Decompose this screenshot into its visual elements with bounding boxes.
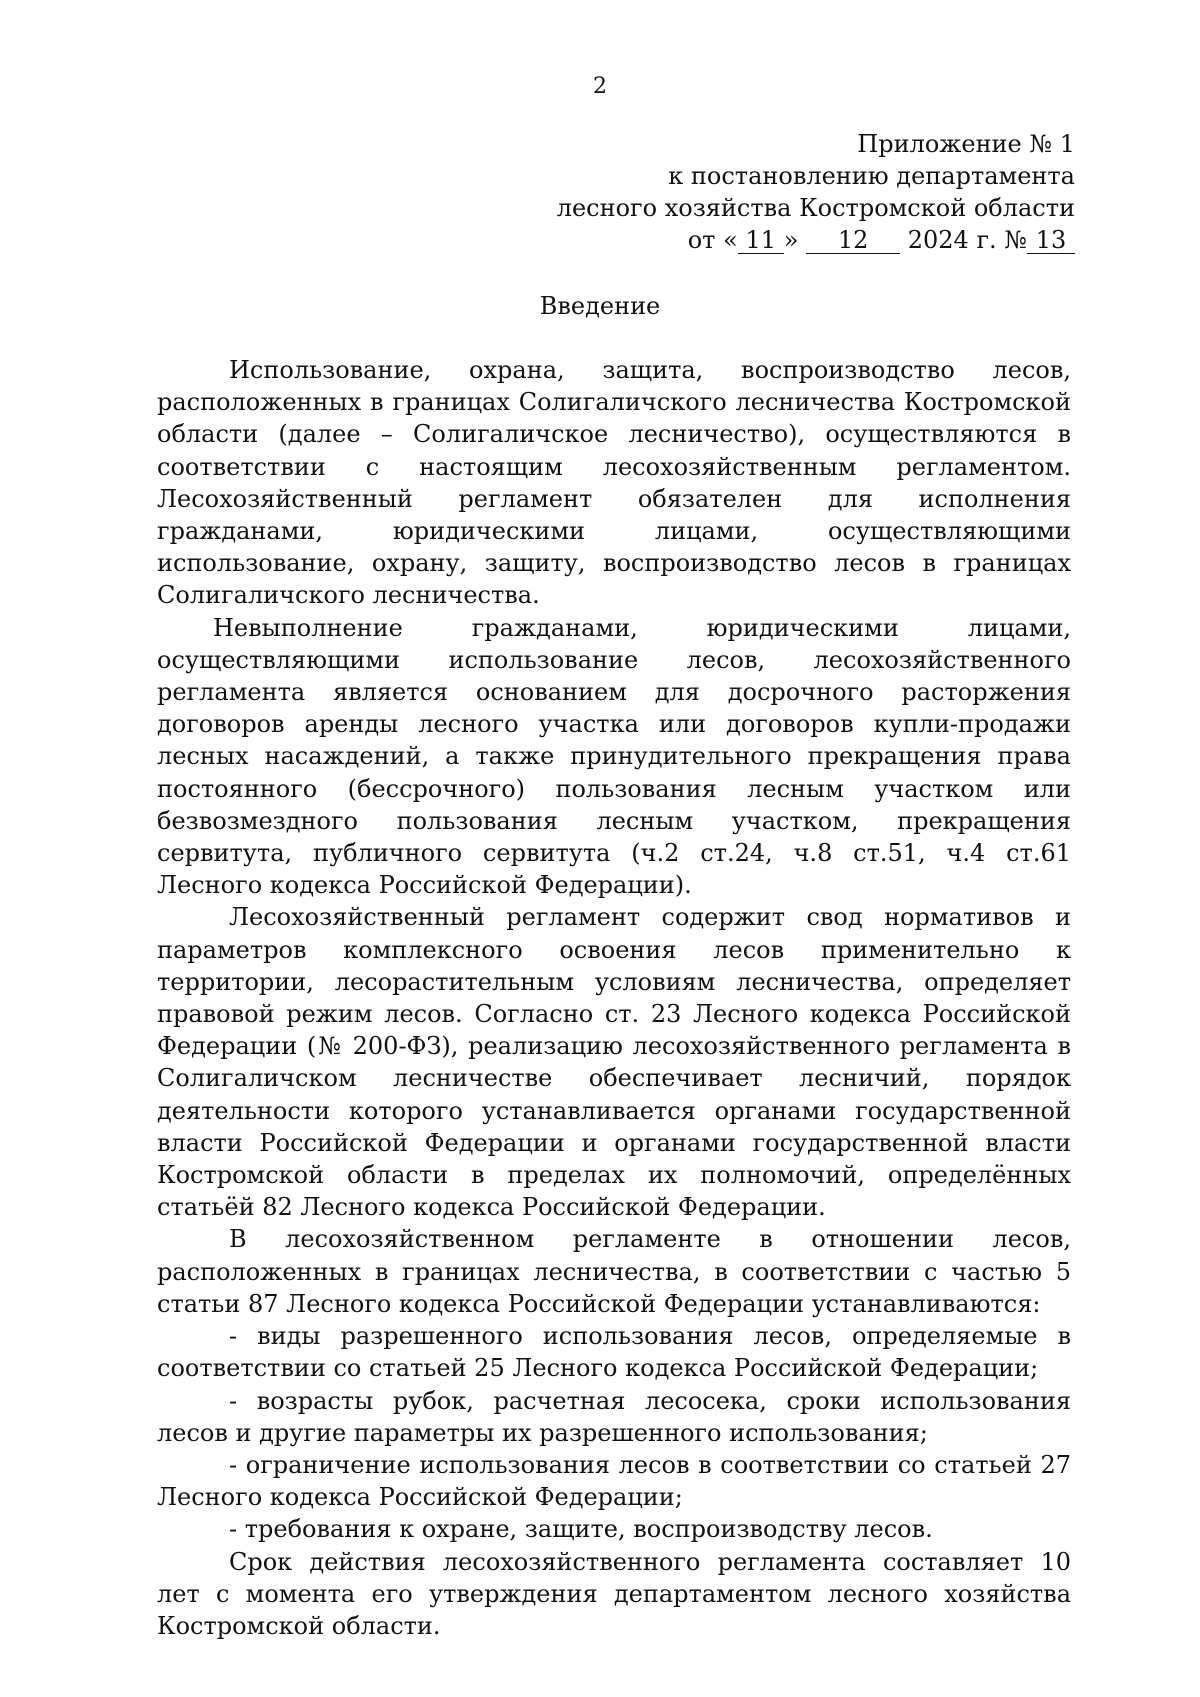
section-heading: Введение: [539, 292, 661, 320]
list-item: - возрасты рубок, расчетная лесосека, сроки использования лесов и другие параметры их разрешенного использования;: [157, 1386, 1071, 1447]
list-item: - ограничение использования лесов в соответствии со статьей 27 Лесного кодекса Российской Федерации;: [157, 1450, 1071, 1512]
paragraph: Лесохозяйственный регламент содержит свод нормативов и параметров комплексного освоения лесов применительно к территории, лесорастительным условиям лесничества, определяет правовой режим лесов. Согласно ст. 23 Лесного кодекса Российской Федерации (№ 200-ФЗ), реализацию лесохозяйственного регламента в Солигаличском лесничестве обеспечивает лесничий, порядок деятельности которого устанавливается органами государственной власти Российской Федерации и органами государственной власти Костромской области в пределах их полномочий, определённых статьёй 82 Лесного кодекса Российской Федерации.: [157, 903, 1071, 1222]
date-prefix: от «: [687, 226, 738, 254]
appendix-line-2: к постановлению департамента: [668, 162, 1075, 190]
date-day: 11: [738, 227, 784, 254]
list-item: - виды разрешенного использования лесов, определяемые в соответствии со статьей 25 Лесного кодекса Российской Федерации;: [157, 1322, 1071, 1383]
paragraph: Невыполнение гражданами, юридическими лицами, осуществляющими использование лесов, лесохозяйственного регламента является основанием для досрочного расторжения договоров аренды лесного участка или договоров купли-продажи лесных насаждений, а также принудительного прекращения права постоянного (бессрочного) пользования лесным участком или безвозмездного пользования лесным участком, прекращения сервитута, публичного сервитута (ч.2 ст.24, ч.8 ст.51, ч.4 ст.61 Лесного кодекса Российской Федерации).: [157, 613, 1071, 900]
appendix-block: [375, 128, 1075, 256]
date-month: 12: [806, 227, 900, 254]
appendix-line-3: лесного хозяйства Костромской области: [556, 194, 1075, 222]
document-number: 13: [1027, 227, 1075, 254]
date-year: 2024 г. №: [907, 226, 1027, 254]
paragraph: Использование, охрана, защита, воспроизводство лесов, расположенных в границах Солигаличского лесничества Костромской области (далее – Солигаличское лесничество), осуществляются в соответствии с настоящим лесохозяйственным регламентом. Лесохозяйственный регламент обязателен для исполнения гражданами, юридическими лицами, осуществляющими использование, охрану, защиту, воспроизводство лесов в границах Солигаличского лесничества.: [157, 356, 1071, 610]
paragraph: Срок действия лесохозяйственного регламента составляет 10 лет с момента его утверждения департаментом лесного хозяйства Костромской области.: [157, 1547, 1071, 1640]
date-quote-close: »: [783, 226, 799, 254]
document-body: [157, 354, 1071, 1642]
paragraph: В лесохозяйственном регламенте в отношении лесов, расположенных в границах лесничества, в соответствии с частью 5 статьи 87 Лесного кодекса Российской Федерации устанавливаются:: [157, 1225, 1071, 1318]
page-number: 2: [593, 74, 607, 99]
appendix-title: Приложение № 1: [857, 130, 1075, 158]
list-item: - требования к охране, защите, воспроизводству лесов.: [229, 1515, 933, 1544]
appendix-date-line: [375, 224, 1075, 256]
